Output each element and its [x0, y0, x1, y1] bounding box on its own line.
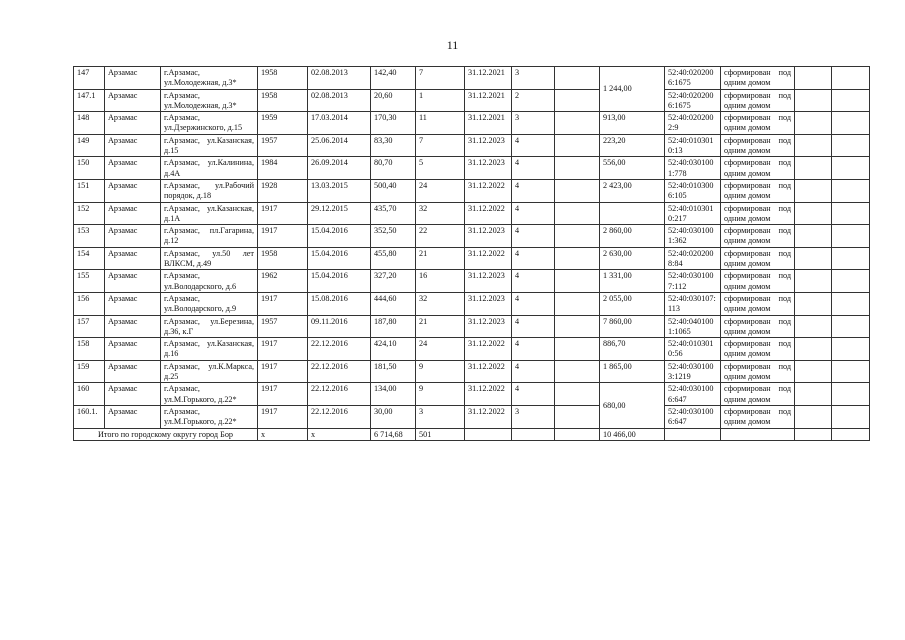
address: г.Арзамас, ул.К.Маркса, д.25 — [161, 360, 258, 383]
extra-col — [555, 247, 600, 270]
extra-col — [555, 315, 600, 338]
land-status: сформирован под одним домом — [721, 405, 795, 428]
recognition-date: 15.04.2016 — [308, 247, 371, 270]
cadastral-number: 52:40:0401001:1065 — [665, 315, 721, 338]
land-status: сформирован под одним домом — [721, 360, 795, 383]
method: 4 — [512, 247, 555, 270]
recognition-date: 22.12.2016 — [308, 338, 371, 361]
cadastral-number: 52:40:030107:113 — [665, 292, 721, 315]
total-empty — [721, 428, 795, 440]
city: Арзамас — [105, 179, 161, 202]
extra-col — [555, 292, 600, 315]
city: Арзамас — [105, 270, 161, 293]
area: 80,70 — [371, 157, 416, 180]
city: Арзамас — [105, 225, 161, 248]
extra-col — [832, 360, 870, 383]
row-number: 149 — [74, 134, 105, 157]
row-number: 150 — [74, 157, 105, 180]
area: 170,30 — [371, 112, 416, 135]
city: Арзамас — [105, 315, 161, 338]
land-status: сформирован под одним домом — [721, 383, 795, 406]
build-year: 1958 — [258, 67, 308, 90]
extra-col — [555, 134, 600, 157]
build-year: 1917 — [258, 202, 308, 225]
extra-col — [795, 67, 832, 90]
residents: 9 — [416, 360, 465, 383]
method: 3 — [512, 112, 555, 135]
address: г.Арзамас, ул.Калинина, д.4А — [161, 157, 258, 180]
land-status: сформирован под одним домом — [721, 315, 795, 338]
table-row — [74, 405, 870, 428]
row-number: 153 — [74, 225, 105, 248]
area: 352,50 — [371, 225, 416, 248]
cadastral-number: 52:40:0301006:647 — [665, 405, 721, 428]
residents: 7 — [416, 67, 465, 90]
table-row — [74, 134, 870, 157]
method: 4 — [512, 270, 555, 293]
total-date: х — [308, 428, 371, 440]
recognition-date: 29.12.2015 — [308, 202, 371, 225]
land-status: сформирован под одним домом — [721, 134, 795, 157]
value: 223,20 — [600, 134, 665, 157]
total-residents: 501 — [416, 428, 465, 440]
residents: 32 — [416, 202, 465, 225]
extra-col — [795, 247, 832, 270]
address: г.Арзамас, ул.М.Горького, д.22* — [161, 383, 258, 406]
method: 4 — [512, 134, 555, 157]
recognition-date: 15.04.2016 — [308, 225, 371, 248]
land-status: сформирован под одним домом — [721, 225, 795, 248]
deadline: 31.12.2022 — [465, 405, 512, 428]
address: г.Арзамас, ул.Рабочий порядок, д.18 — [161, 179, 258, 202]
recognition-date: 13.03.2015 — [308, 179, 371, 202]
extra-col — [555, 202, 600, 225]
address: г.Арзамас, ул.Березина, д.36, к.Г — [161, 315, 258, 338]
city: Арзамас — [105, 247, 161, 270]
residents: 22 — [416, 225, 465, 248]
total-label: Итого по городскому округу город Бор — [74, 428, 258, 440]
residents: 24 — [416, 179, 465, 202]
land-status: сформирован под одним домом — [721, 89, 795, 112]
extra-col — [832, 405, 870, 428]
total-empty — [512, 428, 555, 440]
value: 2 423,00 — [600, 179, 665, 202]
value — [600, 202, 665, 225]
address: г.Арзамас, ул.Молодежная, д.3* — [161, 67, 258, 90]
row-number: 158 — [74, 338, 105, 361]
value: 913,00 — [600, 112, 665, 135]
value: 2 860,00 — [600, 225, 665, 248]
deadline: 31.12.2022 — [465, 202, 512, 225]
extra-col — [832, 67, 870, 90]
row-number: 155 — [74, 270, 105, 293]
extra-col — [832, 225, 870, 248]
recognition-date: 17.03.2014 — [308, 112, 371, 135]
city: Арзамас — [105, 134, 161, 157]
method: 3 — [512, 67, 555, 90]
address: г.Арзамас, пл.Гагарина, д.12 — [161, 225, 258, 248]
method: 4 — [512, 157, 555, 180]
land-status: сформирован под одним домом — [721, 112, 795, 135]
recognition-date: 22.12.2016 — [308, 383, 371, 406]
recognition-date: 02.08.2013 — [308, 67, 371, 90]
city: Арзамас — [105, 360, 161, 383]
table-row — [74, 247, 870, 270]
method: 4 — [512, 360, 555, 383]
address: г.Арзамас, ул.Казанская, д.1А — [161, 202, 258, 225]
value: 886,70 — [600, 338, 665, 361]
residents: 24 — [416, 338, 465, 361]
method: 4 — [512, 202, 555, 225]
deadline: 31.12.2023 — [465, 292, 512, 315]
extra-col — [795, 179, 832, 202]
build-year: 1917 — [258, 383, 308, 406]
residents: 32 — [416, 292, 465, 315]
method: 3 — [512, 405, 555, 428]
merged-value: 1 244,00 — [600, 67, 665, 112]
total-row — [74, 428, 870, 440]
area: 83,30 — [371, 134, 416, 157]
land-status: сформирован под одним домом — [721, 270, 795, 293]
residents: 1 — [416, 89, 465, 112]
table-row — [74, 89, 870, 112]
deadline: 31.12.2021 — [465, 112, 512, 135]
extra-col — [832, 112, 870, 135]
extra-col — [555, 157, 600, 180]
residents: 11 — [416, 112, 465, 135]
table-row — [74, 157, 870, 180]
cadastral-number: 52:40:0301001:362 — [665, 225, 721, 248]
address: г.Арзамас, ул.Казанская, д.16 — [161, 338, 258, 361]
recognition-date: 25.06.2014 — [308, 134, 371, 157]
residents: 16 — [416, 270, 465, 293]
table-row — [74, 270, 870, 293]
table-row — [74, 360, 870, 383]
deadline: 31.12.2022 — [465, 247, 512, 270]
extra-col — [832, 134, 870, 157]
value: 1 331,00 — [600, 270, 665, 293]
extra-col — [832, 270, 870, 293]
cadastral-number: 52:40:0202006:1675 — [665, 89, 721, 112]
deadline: 31.12.2022 — [465, 360, 512, 383]
row-number: 157 — [74, 315, 105, 338]
method: 4 — [512, 383, 555, 406]
cadastral-number: 52:40:0202002:9 — [665, 112, 721, 135]
deadline: 31.12.2023 — [465, 315, 512, 338]
city: Арзамас — [105, 89, 161, 112]
address: г.Арзамас, ул.Молодежная, д.3* — [161, 89, 258, 112]
total-empty — [665, 428, 721, 440]
build-year: 1984 — [258, 157, 308, 180]
extra-col — [555, 89, 600, 112]
method: 4 — [512, 292, 555, 315]
recognition-date: 15.08.2016 — [308, 292, 371, 315]
extra-col — [832, 383, 870, 406]
extra-col — [795, 338, 832, 361]
extra-col — [555, 225, 600, 248]
build-year: 1958 — [258, 247, 308, 270]
table-row — [74, 179, 870, 202]
extra-col — [555, 270, 600, 293]
recognition-date: 22.12.2016 — [308, 360, 371, 383]
extra-col — [832, 315, 870, 338]
extra-col — [555, 405, 600, 428]
land-status: сформирован под одним домом — [721, 338, 795, 361]
deadline: 31.12.2022 — [465, 179, 512, 202]
city: Арзамас — [105, 292, 161, 315]
residents: 3 — [416, 405, 465, 428]
row-number: 156 — [74, 292, 105, 315]
area: 181,50 — [371, 360, 416, 383]
build-year: 1957 — [258, 315, 308, 338]
row-number: 147.1 — [74, 89, 105, 112]
cadastral-number: 52:40:0103010:217 — [665, 202, 721, 225]
build-year: 1962 — [258, 270, 308, 293]
value: 2 055,00 — [600, 292, 665, 315]
city: Арзамас — [105, 338, 161, 361]
value: 2 630,00 — [600, 247, 665, 270]
extra-col — [795, 112, 832, 135]
table-row — [74, 112, 870, 135]
deadline: 31.12.2022 — [465, 338, 512, 361]
recognition-date: 02.08.2013 — [308, 89, 371, 112]
land-status: сформирован под одним домом — [721, 179, 795, 202]
row-number: 159 — [74, 360, 105, 383]
land-status: сформирован под одним домом — [721, 292, 795, 315]
city: Арзамас — [105, 405, 161, 428]
city: Арзамас — [105, 383, 161, 406]
deadline: 31.12.2023 — [465, 270, 512, 293]
method: 4 — [512, 225, 555, 248]
table-row — [74, 292, 870, 315]
cadastral-number: 52:40:0301007:112 — [665, 270, 721, 293]
residents: 7 — [416, 134, 465, 157]
build-year: 1958 — [258, 89, 308, 112]
total-empty — [555, 428, 600, 440]
area: 30,00 — [371, 405, 416, 428]
method: 4 — [512, 315, 555, 338]
merged-value: 680,00 — [600, 383, 665, 428]
area: 444,60 — [371, 292, 416, 315]
address: г.Арзамас, ул.Володарского, д.9 — [161, 292, 258, 315]
extra-col — [555, 360, 600, 383]
total-empty — [832, 428, 870, 440]
residents: 21 — [416, 247, 465, 270]
table-row — [74, 67, 870, 90]
cadastral-number: 52:40:0103010:56 — [665, 338, 721, 361]
extra-col — [832, 292, 870, 315]
cadastral-number: 52:40:0103006:105 — [665, 179, 721, 202]
cadastral-number: 52:40:0202006:1675 — [665, 67, 721, 90]
area: 455,80 — [371, 247, 416, 270]
deadline: 31.12.2021 — [465, 67, 512, 90]
cadastral-number: 52:40:0202008:84 — [665, 247, 721, 270]
extra-col — [555, 338, 600, 361]
extra-col — [795, 270, 832, 293]
extra-col — [795, 292, 832, 315]
method: 4 — [512, 179, 555, 202]
extra-col — [795, 405, 832, 428]
residents: 5 — [416, 157, 465, 180]
extra-col — [795, 134, 832, 157]
row-number: 160.1. — [74, 405, 105, 428]
area: 20,60 — [371, 89, 416, 112]
city: Арзамас — [105, 112, 161, 135]
total-empty — [795, 428, 832, 440]
extra-col — [795, 360, 832, 383]
row-number: 152 — [74, 202, 105, 225]
build-year: 1917 — [258, 360, 308, 383]
extra-col — [555, 67, 600, 90]
extra-col — [795, 157, 832, 180]
row-number: 147 — [74, 67, 105, 90]
deadline: 31.12.2021 — [465, 89, 512, 112]
residents: 9 — [416, 383, 465, 406]
row-number: 148 — [74, 112, 105, 135]
deadline: 31.12.2022 — [465, 383, 512, 406]
page-number: 11 — [446, 38, 459, 52]
extra-col — [832, 247, 870, 270]
city: Арзамас — [105, 202, 161, 225]
value: 7 860,00 — [600, 315, 665, 338]
recognition-date: 15.04.2016 — [308, 270, 371, 293]
extra-col — [555, 179, 600, 202]
extra-col — [795, 89, 832, 112]
extra-col — [832, 89, 870, 112]
cadastral-number: 52:40:0301003:1219 — [665, 360, 721, 383]
area: 187,80 — [371, 315, 416, 338]
extra-col — [555, 112, 600, 135]
city: Арзамас — [105, 157, 161, 180]
housing-table — [73, 66, 870, 441]
total-year: х — [258, 428, 308, 440]
address: г.Арзамас, ул.Володарского, д.6 — [161, 270, 258, 293]
extra-col — [832, 179, 870, 202]
build-year: 1917 — [258, 225, 308, 248]
cadastral-number: 52:40:0103010:13 — [665, 134, 721, 157]
method: 4 — [512, 338, 555, 361]
land-status: сформирован под одним домом — [721, 247, 795, 270]
area: 500,40 — [371, 179, 416, 202]
extra-col — [555, 383, 600, 406]
residents: 21 — [416, 315, 465, 338]
area: 327,20 — [371, 270, 416, 293]
cadastral-number: 52:40:0301006:647 — [665, 383, 721, 406]
table-row — [74, 225, 870, 248]
extra-col — [795, 202, 832, 225]
recognition-date: 22.12.2016 — [308, 405, 371, 428]
build-year: 1959 — [258, 112, 308, 135]
value: 556,00 — [600, 157, 665, 180]
area: 435,70 — [371, 202, 416, 225]
cadastral-number: 52:40:0301001:778 — [665, 157, 721, 180]
recognition-date: 26.09.2014 — [308, 157, 371, 180]
address: г.Арзамас, ул.Казанская, д.15 — [161, 134, 258, 157]
total-area: 6 714,68 — [371, 428, 416, 440]
deadline: 31.12.2023 — [465, 225, 512, 248]
build-year: 1917 — [258, 292, 308, 315]
extra-col — [795, 383, 832, 406]
table-row — [74, 202, 870, 225]
address: г.Арзамас, ул.50 лет ВЛКСМ, д.49 — [161, 247, 258, 270]
city: Арзамас — [105, 67, 161, 90]
area: 424,10 — [371, 338, 416, 361]
address: г.Арзамас, ул.Дзержинского, д.15 — [161, 112, 258, 135]
extra-col — [795, 225, 832, 248]
table-row — [74, 315, 870, 338]
area: 134,00 — [371, 383, 416, 406]
row-number: 151 — [74, 179, 105, 202]
recognition-date: 09.11.2016 — [308, 315, 371, 338]
row-number: 154 — [74, 247, 105, 270]
build-year: 1957 — [258, 134, 308, 157]
address: г.Арзамас, ул.М.Горького, д.22* — [161, 405, 258, 428]
land-status: сформирован под одним домом — [721, 157, 795, 180]
total-value: 10 466,00 — [600, 428, 665, 440]
land-status: сформирован под одним домом — [721, 67, 795, 90]
table-row — [74, 338, 870, 361]
extra-col — [795, 315, 832, 338]
area: 142,40 — [371, 67, 416, 90]
extra-col — [832, 338, 870, 361]
method: 2 — [512, 89, 555, 112]
land-status: сформирован под одним домом — [721, 202, 795, 225]
table-row — [74, 383, 870, 406]
build-year: 1917 — [258, 405, 308, 428]
extra-col — [832, 157, 870, 180]
total-empty — [465, 428, 512, 440]
build-year: 1917 — [258, 338, 308, 361]
value: 1 865,00 — [600, 360, 665, 383]
deadline: 31.12.2023 — [465, 134, 512, 157]
row-number: 160 — [74, 383, 105, 406]
build-year: 1928 — [258, 179, 308, 202]
extra-col — [832, 202, 870, 225]
deadline: 31.12.2023 — [465, 157, 512, 180]
